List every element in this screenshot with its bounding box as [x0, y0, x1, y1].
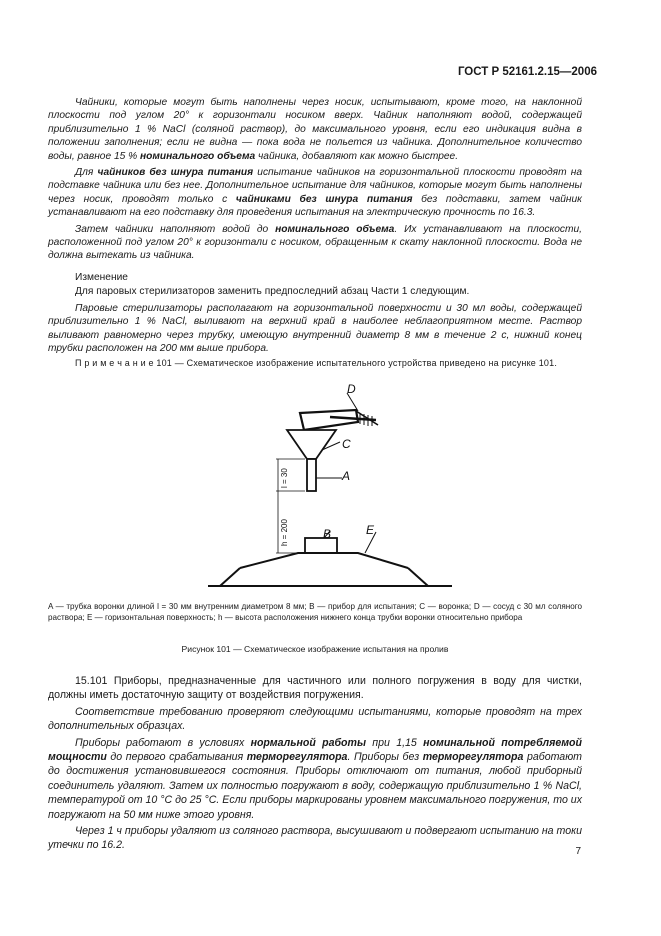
- change-label: Изменение: [75, 272, 128, 283]
- dimension-h-label: h = 200: [280, 519, 289, 546]
- paragraph-rated-capacity: Затем чайники наполняют водой до номинального объема. Их устанавливают на плоскости, расположенной под углом 20° к горизонтали с носиком, обращенным к скату наклонной плоскости. Вода не должна вытекать из чайника.: [48, 223, 583, 262]
- paragraph-sterilizers: Паровые стерилизаторы располагают на горизонтальной поверхности и 30 мл воды, содержащей приблизительно 1 % NaCl, выливают на верхний край в наиболее неблагоприятном месте. Раствор выливают равномерно через трубку, имеющую внутренний диаметр 8 мм в течение 2 с, нижний конец трубки расположен на 200 мм выше прибора.: [48, 302, 582, 355]
- page-number: 7: [575, 846, 581, 857]
- change-text: Для паровых стерилизаторов заменить предпоследний абзац Части 1 следующим.: [75, 286, 470, 298]
- surface-e: [208, 553, 452, 586]
- funnel-tube-a: [307, 459, 316, 491]
- paragraph-kettle-spout: Чайники, которые могут быть наполнены через носик, испытывают, кроме того, на наклонной плоскости под углом 20° к горизонтали носиком вверх. Чайник наполняют водой, содержащей приблизительно 1 % NaCl (соляной раствор), до максимального уровня, если его индикация видна в положении заполнения; если не видна — пока вода не польется из чайника. Дополнительное количество воды, равное 15 % номинального объема чайника, добавляют как можно быстрее.: [48, 97, 582, 162]
- label-c: C: [342, 437, 351, 451]
- label-e: E: [366, 523, 375, 537]
- label-b: B: [323, 527, 332, 541]
- body-text-top: [48, 96, 582, 266]
- section-15-101: 15.101 Приборы, предназначенные для частичного или полного погружения в воду для чистки, должны иметь достаточную защиту от воздействия погружения.: [48, 675, 582, 702]
- document-header: ГОСТ Р 52161.2.15—2006: [457, 66, 597, 78]
- label-a: A: [342, 469, 351, 483]
- change-block: [48, 271, 582, 358]
- figure-title: Рисунок 101 — Схематическое изображение испытания на пролив: [181, 644, 449, 654]
- paragraph-cordless-kettle: Для чайников без шнура питания испытание чайников на горизонтальной плоскости проводят на подставке чайника или без нее. Дополнительное испытание для чайников, которые могут быть наполнены через носик, проводят только с чайниками без шнура питания без подставки, затем чайник устанавливают на его подставку для проведения испытания на электрическую прочность по 16.3.: [48, 167, 582, 219]
- note-101: П р и м е ч а н и е 101 — Схематическое изображение испытательного устройства приведено на рисунке 101.: [75, 358, 558, 368]
- paragraph-immersion-test: Приборы работают в условиях нормальной работы при 1,15 номинальной потребляемой мощности до первого срабатывания терморегулятора. Приборы без терморегулятора работают до достижения установившегося состояния. Приборы отключают от питания, любой приборный соединитель удаляют. Затем их полностью погружают в воду, содержащую приблизительно 1 % NaCl, температурой от 10 °C до 25 °C. Если приборы маркированы уровнем максимального погружения, то их погружают на 50 мм ниже этого уровня.: [48, 736, 582, 821]
- body-text-bottom: [48, 674, 582, 853]
- dimension-l-label: l = 30: [280, 468, 289, 488]
- funnel-c: [287, 430, 336, 459]
- figure-101-diagram: [200, 380, 460, 595]
- device-b: [305, 538, 337, 553]
- label-d: D: [347, 382, 356, 396]
- vessel-d: [300, 410, 378, 430]
- figure-caption: A — трубка воронки длиной l = 30 мм внутренним диаметром 8 мм; B — прибор для испытания; C — воронка; D — сосуд с 30 мл соляного раствора; E — горизонтальная поверхность; h — высота расположения нижнего конца трубки воронки относительно прибора: [48, 602, 582, 623]
- paragraph-leakage-test: Через 1 ч приборы удаляют из соляного раствора, высушивают и подвергают испытанию на токи утечки по 16.2.: [48, 825, 582, 852]
- paragraph-compliance: Соответствие требованию проверяют следующими испытаниями, которые проводят на трех дополнительных образцах.: [48, 705, 582, 733]
